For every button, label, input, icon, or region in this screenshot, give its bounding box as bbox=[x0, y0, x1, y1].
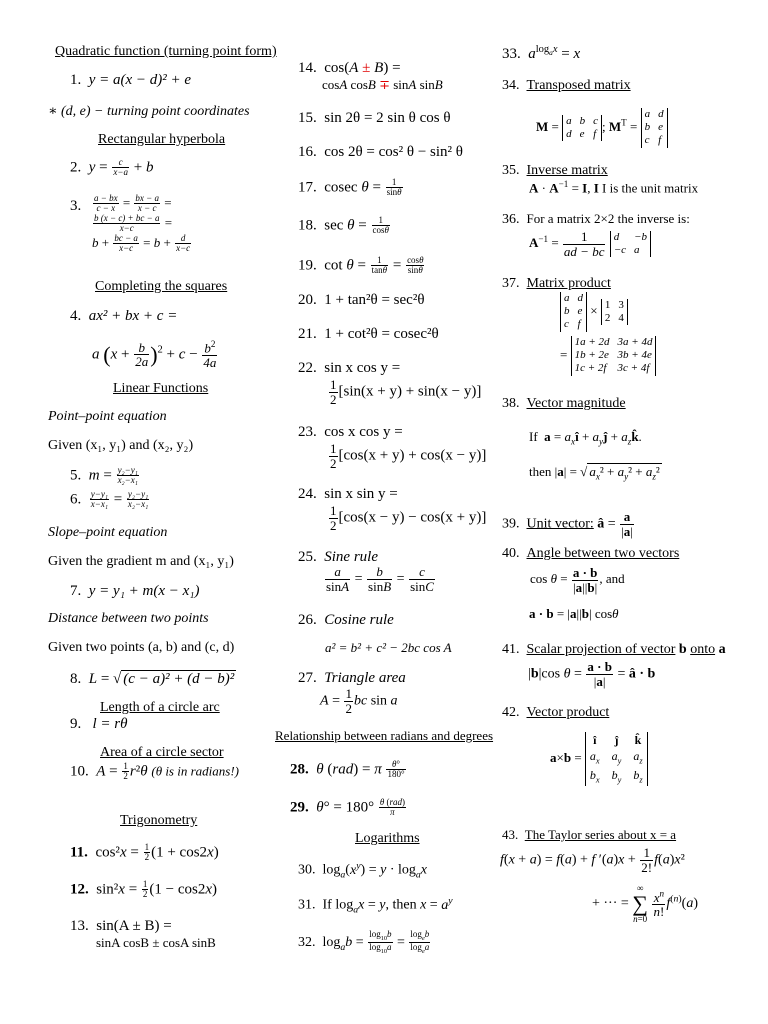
heading-hyperbola: Rectangular hyperbola bbox=[98, 132, 226, 147]
formula-37-product: a d b e c f × 1 3 2 4 bbox=[560, 292, 628, 332]
formula-24: 24. sin x sin y = bbox=[298, 486, 398, 502]
formula-38: 38. Vector magnitude bbox=[502, 396, 626, 411]
formula-26: 26. Cosine rule bbox=[298, 612, 394, 628]
heading-completing-squares: Completing the squares bbox=[95, 279, 228, 294]
formula-28: 28. θ (rad) = π $\frac{\theta^\circ}{180^\circ}$ bbox=[290, 759, 405, 780]
formula-37: 37. Matrix product bbox=[502, 276, 611, 291]
given-gradient: Given the gradient m and (x₁, y₁) bbox=[48, 554, 234, 569]
distance-label: Distance between two points bbox=[48, 611, 209, 626]
formula-35: 35. Inverse matrix bbox=[502, 163, 608, 178]
formula-16: 16. cos 2θ = cos² θ − sin² θ bbox=[298, 144, 463, 160]
formula-13-expansion: sinA cosB ± cosA sinB bbox=[96, 935, 216, 950]
formula-38-vector: If $a = a_xî$ + $a_yĵ$ + $a_zk̂$. bbox=[529, 429, 642, 447]
formula-12: 12. sin²x = $\frac{1}{2}$ (1 − cos2x) bbox=[70, 879, 218, 900]
formula-2: 2. y = $\frac{c}{x-a}$ + b bbox=[70, 157, 154, 178]
formula-13: 13. sin(A ± B) = bbox=[70, 918, 172, 934]
heading-sector: Area of a circle sector bbox=[100, 745, 224, 760]
formula-42-determinant: a×b = î ĵ k̂ $a_x$ $a_y$ $a_z$ $b_x$ $b_y$ $b_z$ bbox=[550, 732, 648, 786]
formula-43: 43. The Taylor series about x = a bbox=[502, 827, 677, 842]
formula-3: $\frac{a - bx}{c - x}$ = $\frac{bx - a}{x - c}$ = $\frac{b (x - c) + bc - a}{x-c}$ = b + $\frac{bc - a}{x-c}$ = b + $\frac{d}{x-c}$ bbox=[92, 193, 191, 254]
formula-32: 32. $\log_ab$ = $\frac{\log_{10}b}{\log_{10}a}$ = $\frac{\log_eb}{\log_ea}$ bbox=[298, 929, 430, 956]
formula-34-matrices: M = a b c d e f ; $M^T$ = a d b e c f bbox=[536, 108, 668, 148]
formula-22: 22. sin x cos y = bbox=[298, 360, 401, 376]
formula-14-expansion: cosA cosB ∓ sinA sinB bbox=[322, 77, 443, 92]
formula-30: 30. $\log_a(x^y) = y \cdot \log_ax$ bbox=[298, 860, 428, 881]
formula-23: 23. cos x cos y = bbox=[298, 424, 403, 440]
formula-41-projection: |b|cos θ = $\frac{a \cdot b}{|a|}$ = â · b bbox=[528, 659, 656, 689]
formula-41: 41. Scalar projection of vector b onto a bbox=[502, 642, 726, 657]
formula-43-sum: + ··· = ∞ ∑ n=0 $\frac{x^n}{n!}$ $f^{(n)}(a)$ bbox=[592, 883, 698, 924]
formula-23-expansion: $\frac{1}{2}$ [cos(x + y) + cos(x − y)] bbox=[330, 441, 487, 471]
formula-6: 6. $\frac{\text{y−y₁}}{\text{x−x₁}}$ = $\frac{\text{y₂−y₁}}{\text{x₂−x₁}}$ bbox=[70, 489, 149, 510]
formula-4-result: a (x + $\frac{b}{2a}$ )$^2$ + c − $\frac{b^2}{4a}$ bbox=[92, 339, 217, 370]
turning-point-note: ∗ (d, e) − turning point coordinates bbox=[48, 104, 250, 119]
formula-36-inverse: $A^{-1}$ = $\frac{1}{ad - bc}$ d −b −c a bbox=[529, 230, 651, 258]
heading-quadratic: Quadratic function (turning point form) bbox=[55, 44, 277, 59]
formula-38-magnitude: then |a| = √ $a_x^2 + a_y^2 + a_z^2$ bbox=[529, 464, 660, 482]
heading-arc: Length of a circle arc bbox=[100, 700, 220, 715]
formula-33: 33. $a^{log_ax} = x$ bbox=[502, 44, 581, 62]
formula-1: 1. y = a(x − d)² + e bbox=[70, 72, 192, 88]
formula-34: 34. Transposed matrix bbox=[502, 78, 631, 93]
formula-40: 40. Angle between two vectors bbox=[502, 546, 680, 561]
formula-39: 39. Unit vector: â = $\frac{a}{|a|}$ bbox=[502, 509, 633, 539]
formula-4: 4. ax² + bx + c = bbox=[70, 308, 178, 324]
formula-3-label: 3. bbox=[70, 198, 82, 214]
formula-11: 11. cos²x = $\frac{1}{2}$ (1 + cos2x) bbox=[70, 842, 219, 863]
formula-42: 42. Vector product bbox=[502, 705, 610, 720]
formula-36: 36. For a matrix 2×2 the inverse is: bbox=[502, 211, 690, 227]
formula-25: 25. Sine rule bbox=[298, 549, 378, 565]
formula-20: 20. 1 + tan²θ = sec²θ bbox=[298, 292, 425, 308]
formula-25-rule: $\frac{a}{\sin A}$ = $\frac{b}{\sin B}$ = $\frac{c}{\sin C}$ bbox=[326, 564, 434, 594]
formula-37-result: = 1a + 2d 3a + 4d 1b + 2e 3b + 4e 1c + 2f 3c + 4f bbox=[560, 336, 656, 376]
formula-43-series: f(x + a) = f(a) + f ′(a)x + $\frac{1}{2!}$ f(a)x² bbox=[500, 845, 685, 875]
formula-17: 17. cosec θ = $\frac{1}{\sin\theta}$ bbox=[298, 177, 402, 198]
given-points: Given (x₁, y₁) and (x₂, y₂) bbox=[48, 438, 194, 453]
formula-26-rule: a² = b² + c² − 2bc cos A bbox=[325, 640, 452, 655]
formula-7: 7. y = y₁ + m(x − x₁) bbox=[70, 583, 200, 599]
formula-9: 9. l = rθ bbox=[70, 716, 128, 732]
formula-22-expansion: $\frac{1}{2}$ [sin(x + y) + sin(x − y)] bbox=[330, 377, 482, 407]
formula-29: 29. θ° = 180° $\frac{\text{θ (rad)}}{\pi}$ bbox=[290, 797, 406, 818]
formula-27: 27. Triangle area bbox=[298, 670, 406, 686]
heading-logarithms: Logarithms bbox=[355, 831, 420, 846]
formula-8: 8. L = √ (c − a)² + (d − b)² bbox=[70, 671, 235, 687]
formula-40-angle: cos θ = $\frac{a \cdot b}{|a||b|}$ , and bbox=[530, 565, 625, 595]
formula-19: 19. cot θ = $\frac{1}{\tan\theta}$ = $\frac{\cos\theta}{\sin\theta}$ bbox=[298, 255, 424, 276]
formula-31: 31. If $\log_ax = y$, then $x = a^y$ bbox=[298, 895, 453, 916]
formula-40-dot: a · b = |a||b| cosθ bbox=[529, 606, 619, 621]
heading-trigonometry: Trigonometry bbox=[120, 813, 198, 828]
slope-point-label: Slope–point equation bbox=[48, 525, 168, 540]
formula-5: 5. m = $\frac{\text{y₂−y₁}}{\text{x₂−x₁}}$ bbox=[70, 465, 138, 486]
formula-18: 18. sec θ = $\frac{1}{\cos\theta}$ bbox=[298, 215, 389, 236]
point-point-label: Point–point equation bbox=[48, 409, 167, 424]
heading-radians-degrees: Relationship between radians and degrees bbox=[275, 728, 494, 743]
formula-27-rule: A = $\frac{1}{2}$ bc sin a bbox=[320, 686, 398, 716]
given-two-points: Given two points (a, b) and (c, d) bbox=[48, 640, 235, 655]
formula-14: 14. cos(A ± B) = bbox=[298, 60, 401, 76]
formula-10: 10. A = $\frac{1}{2}$ r²θ (θ is in radians!) bbox=[70, 761, 239, 782]
formula-15: 15. sin 2θ = 2 sin θ cos θ bbox=[298, 110, 451, 126]
formula-21: 21. 1 + cot²θ = cosec²θ bbox=[298, 326, 439, 342]
formula-24-expansion: $\frac{1}{2}$ [cos(x − y) − cos(x + y)] bbox=[330, 503, 487, 533]
formula-35-definition: $A \cdot A^{-1} = I$, I I is the unit matrix bbox=[529, 179, 699, 196]
heading-linear: Linear Functions bbox=[113, 381, 209, 396]
